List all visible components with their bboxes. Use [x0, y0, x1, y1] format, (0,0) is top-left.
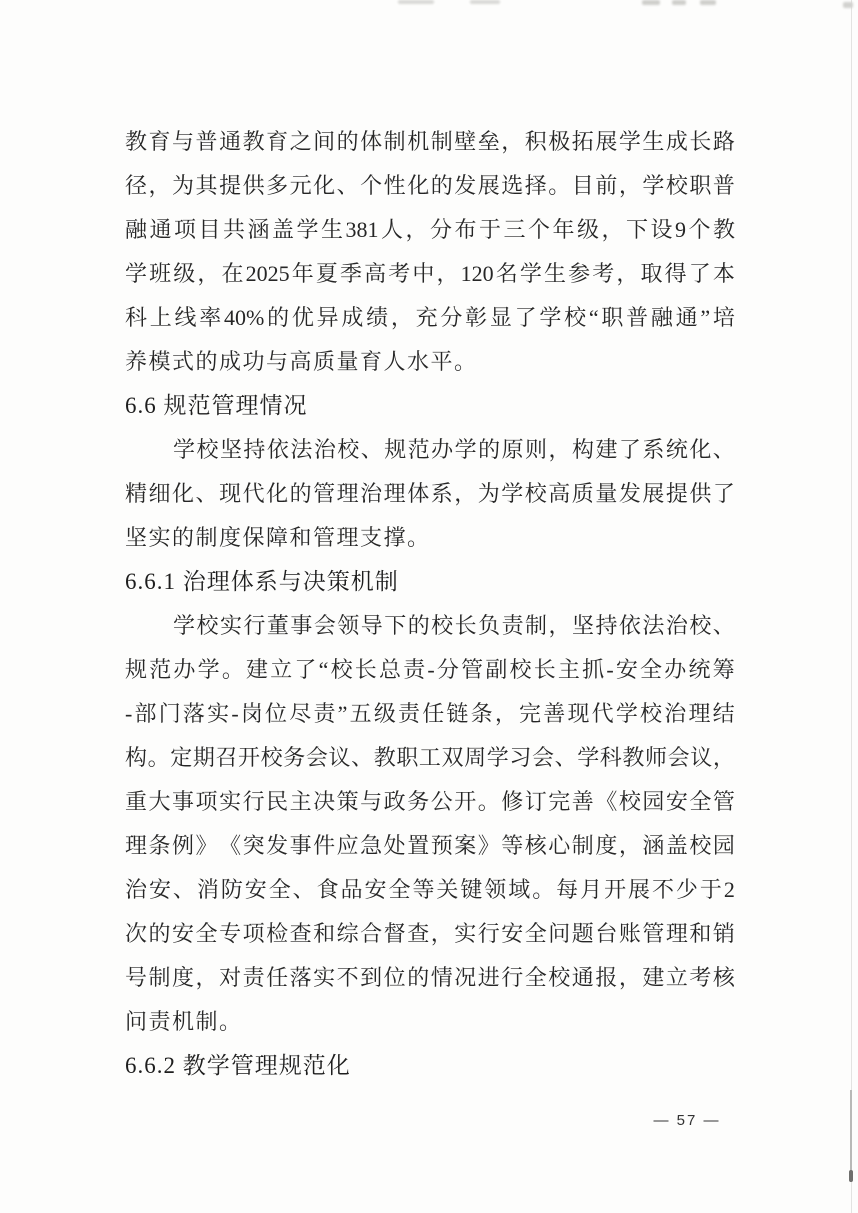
text-line: 教 育 与 普 通 教 育 之 间 的 体 制 机 制 壁 垒 ， 积 极 拓 展 学 生 成 长 路 [125, 129, 735, 154]
section-heading: 6.6 规范管理情况 [125, 393, 308, 418]
text-line: 径 ， 为 其 提 供 多 元 化 、 个 性 化 的 发 展 选 择 。 目 前 ， 学 校 职 普 [125, 173, 735, 198]
text-line: 科 上 线 率 40% 的 优 异 成 绩 ， 充 分 彰 显 了 学 校 “ 职 普 融 通 ” 培 [125, 305, 735, 330]
section-heading: 6.6.2 教学管理规范化 [125, 1053, 351, 1078]
text-line: 养模式的成功与高质量育人水平。 [125, 349, 478, 374]
text-line: 规 范 办 学 。 建 立 了 “ 校 长 总 责 - 分 管 副 校 长 主 抓 - 安 全 办 统 筹 [125, 657, 735, 682]
text-line: 次 的 安 全 专 项 检 查 和 综 合 督 查 ， 实 行 安 全 问 题 台 账 管 理 和 销 [125, 921, 735, 946]
text-line: 构 。 定 期 召 开 校 务 会 议 、 教 职 工 双 周 学 习 会 、 学 科 教 师 会 议 ， [125, 745, 735, 770]
text-line: 重 大 事 项 实 行 民 主 决 策 与 政 务 公 开 。 修 订 完 善 《 校 园 安 全 管 [125, 789, 735, 814]
scan-artifact-smudge [700, 0, 716, 5]
text-line: - 部 门 落 实 - 岗 位 尽 责 ” 五 级 责 任 链 条 ， 完 善 现 代 学 校 治 理 结 [125, 701, 735, 726]
section-heading: 6.6.1 治理体系与决策机制 [125, 569, 399, 594]
document-lines [125, 120, 735, 1088]
text-line: 坚实的制度保障和管理支撑。 [125, 525, 431, 550]
scan-artifact-smudge [642, 0, 660, 5]
scan-artifact-edge-line [851, 0, 852, 1213]
text-line: 理 条 例 》 《 突 发 事 件 应 急 处 置 预 案 》 等 核 心 制 度 ， 涵 盖 校 园 [125, 833, 735, 858]
text-line: 学 班 级 ， 在 2025 年 夏 季 高 考 中 ， 120 名 学 生 参 考 ， 取 得 了 本 [125, 261, 735, 286]
page-number: — 57 — [653, 1112, 721, 1129]
scan-artifact-smudge [470, 0, 500, 4]
text-line: 问责机制。 [125, 1009, 243, 1034]
scan-artifact-smudge [843, 2, 853, 8]
text-line: 学 校 坚 持 依 法 治 校 、 规 范 办 学 的 原 则 ， 构 建 了 系 统 化 、 [173, 437, 735, 462]
text-line: 精 细 化 、 现 代 化 的 管 理 治 理 体 系 ， 为 学 校 高 质 量 发 展 提 供 了 [125, 481, 735, 506]
scan-artifact-edge-dot [849, 1170, 853, 1182]
scan-artifact-smudge [398, 0, 434, 4]
text-line: 治 安 、 消 防 安 全 、 食 品 安 全 等 关 键 领 域 。 每 月 开 展 不 少 于 2 [125, 877, 735, 902]
scan-artifact-smudge [672, 0, 686, 5]
text-line: 学 校 实 行 董 事 会 领 导 下 的 校 长 负 责 制 ， 坚 持 依 法 治 校 、 [173, 613, 735, 638]
text-line: 号 制 度 ， 对 责 任 落 实 不 到 位 的 情 况 进 行 全 校 通 报 ， 建 立 考 核 [125, 965, 735, 990]
text-line: 融 通 项 目 共 涵 盖 学 生 381 人 ， 分 布 于 三 个 年 级 ， 下 设 9 个 教 [125, 217, 735, 242]
scan-artifact-edge-line-dark [850, 1090, 852, 1182]
